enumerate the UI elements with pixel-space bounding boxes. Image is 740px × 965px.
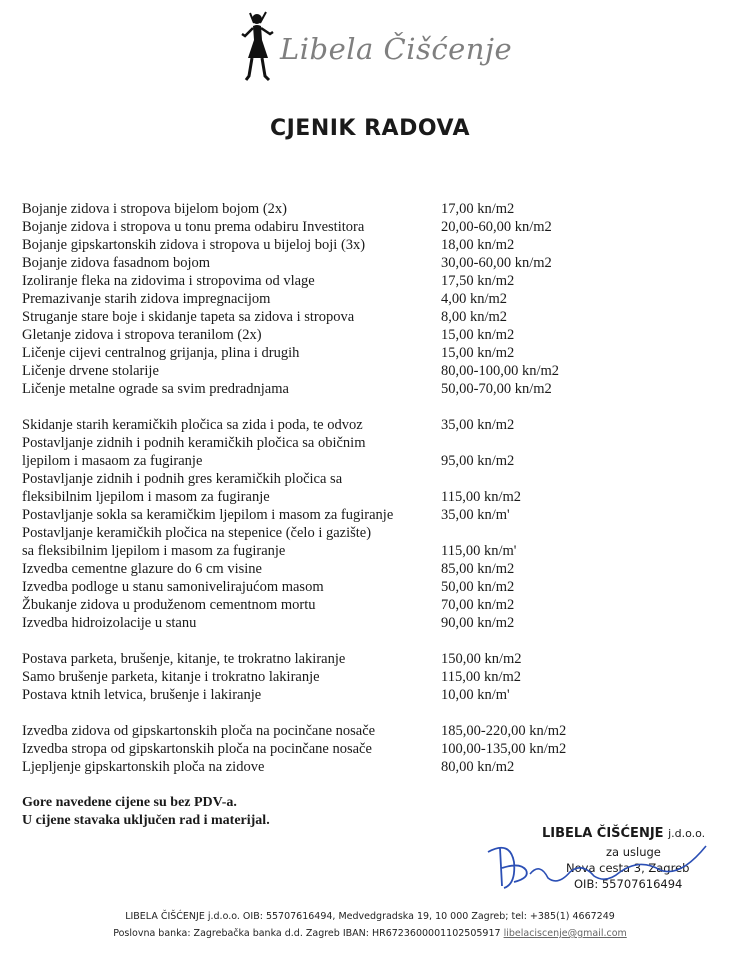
service-name: Postava parketa, brušenje, kitanje, te trokratno lakiranje [22, 651, 346, 667]
service-price: 18,00 kn/m2 [441, 237, 515, 253]
service-name: Bojanje gipskartonskih zidova i stropova u bijeloj boji (3x) [22, 237, 366, 253]
service-price: 4,00 kn/m2 [441, 291, 508, 307]
service-price: 115,00 kn/m2 [441, 489, 522, 505]
page-footer [0, 908, 740, 942]
price-row [22, 290, 722, 308]
service-price: 150,00 kn/m2 [441, 651, 522, 667]
service-price: 100,00-135,00 kn/m2 [441, 741, 567, 757]
service-price: 70,00 kn/m2 [441, 597, 515, 613]
service-price: 50,00 kn/m2 [441, 579, 515, 595]
service-name: Gletanje zidova i stropova teranilom (2x) [22, 327, 262, 343]
service-name: Premazivanje starih zidova impregnacijom [22, 291, 271, 307]
service-price: 20,00-60,00 kn/m2 [441, 219, 552, 235]
price-row [22, 650, 722, 668]
service-price: 85,00 kn/m2 [441, 561, 515, 577]
service-name: Postavljanje zidnih i podnih keramičkih pločica sa običnim [22, 435, 366, 451]
service-name: Bojanje zidova i stropova bijelom bojom (2x) [22, 201, 287, 217]
service-name: Izvedba stropa od gipskartonskih ploča na pocinčane nosače [22, 741, 372, 757]
footer-email-link[interactable]: libelaciscenje@gmail.com [503, 928, 627, 939]
service-name: Struganje stare boje i skidanje tapeta sa zidova i stropova [22, 309, 355, 325]
service-price: 30,00-60,00 kn/m2 [441, 255, 552, 271]
service-name: Žbukanje zidova u produženom cementnom mortu [22, 597, 316, 613]
service-name: Postavljanje sokla sa keramičkim ljepilom i masom za fugiranje [22, 507, 394, 523]
service-price: 35,00 kn/m' [441, 507, 510, 523]
footer-bank-info [0, 925, 740, 942]
stamp-line-services: za usluge [606, 845, 661, 859]
logo-text: Libela Čišćenje [280, 32, 513, 66]
note-included: U cijene stavaka uključen rad i materijal. [22, 813, 270, 828]
price-row [22, 272, 722, 290]
company-stamp [470, 822, 730, 902]
price-row [22, 416, 722, 434]
service-price: 50,00-70,00 kn/m2 [441, 381, 552, 397]
service-name: Izvedba zidova od gipskartonskih ploča na pocinčane nosače [22, 723, 376, 739]
service-name: Bojanje zidova i stropova u tonu prema odabiru Investitora [22, 219, 365, 235]
price-row [22, 506, 722, 524]
price-row [22, 596, 722, 614]
price-row [22, 380, 722, 398]
service-name: Postavljanje keramičkih pločica na stepenice (čelo i gazište) [22, 525, 372, 541]
service-name: fleksibilnim ljepilom i masom za fugiranje [22, 489, 270, 505]
page-title: CJENIK RADOVA [269, 116, 471, 141]
stamp-company-suffix: j.d.o.o. [668, 827, 706, 840]
price-row [22, 722, 722, 740]
service-name: Izvedba hidroizolacije u stanu [22, 615, 197, 631]
service-price: 115,00 kn/m2 [441, 669, 522, 685]
footer-company-info: LIBELA ČIŠĆENJE j.d.o.o. OIB: 55707616494, Medvedgradska 19, 10 000 Zagreb; tel: +385(1) 4667249 [125, 911, 615, 922]
price-row [22, 218, 722, 236]
price-group [22, 650, 722, 704]
service-name: Skidanje starih keramičkih pločica sa zida i poda, te odvoz [22, 417, 363, 433]
service-price: 185,00-220,00 kn/m2 [441, 723, 567, 739]
service-price: 17,50 kn/m2 [441, 273, 515, 289]
price-notes [22, 794, 270, 830]
stamp-line-address: Nova cesta 3, Zagreb [566, 861, 690, 875]
price-row [22, 740, 722, 758]
stamp-company-name: LIBELA ČIŠĆENJE [542, 826, 664, 841]
price-row [22, 344, 722, 362]
service-name: Bojanje zidova fasadnom bojom [22, 255, 211, 271]
service-price: 8,00 kn/m2 [441, 309, 508, 325]
service-name: Ličenje drvene stolarije [22, 363, 159, 379]
service-name: Ličenje cijevi centralnog grijanja, plina i drugih [22, 345, 300, 361]
service-price: 17,00 kn/m2 [441, 201, 515, 217]
cleaning-lady-icon [240, 10, 274, 90]
price-group [22, 200, 722, 398]
price-row [22, 686, 722, 704]
service-name: Samo brušenje parketa, kitanje i trokratno lakiranje [22, 669, 320, 685]
price-row [22, 578, 722, 596]
service-price: 35,00 kn/m2 [441, 417, 515, 433]
service-name: sa fleksibilnim ljepilom i masom za fugiranje [22, 543, 286, 559]
service-price: 15,00 kn/m2 [441, 345, 515, 361]
service-price: 90,00 kn/m2 [441, 615, 515, 631]
service-name: ljepilom i masaom za fugiranje [22, 453, 203, 469]
service-name: Postava ktnih letvica, brušenje i lakiranje [22, 687, 262, 703]
price-row [22, 362, 722, 380]
company-logo [240, 10, 513, 90]
service-name: Ljepljenje gipskartonskih ploča na zidove [22, 759, 265, 775]
price-row [22, 758, 722, 776]
price-row [22, 524, 722, 560]
service-price: 115,00 kn/m' [441, 543, 517, 559]
service-name: Izvedba podloge u stanu samonivelirajućom masom [22, 579, 324, 595]
note-vat: Gore navedene cijene su bez PDV-a. [22, 795, 237, 810]
service-name: Izvedba cementne glazure do 6 cm visine [22, 561, 262, 577]
service-name: Postavljanje zidnih i podnih gres keramičkih pločica sa [22, 471, 343, 487]
price-group [22, 722, 722, 776]
price-row [22, 308, 722, 326]
price-row [22, 560, 722, 578]
service-name: Ličenje metalne ograde sa svim predradnjama [22, 381, 289, 397]
service-price: 95,00 kn/m2 [441, 453, 515, 469]
price-row [22, 200, 722, 218]
price-list [22, 200, 722, 794]
price-row [22, 236, 722, 254]
price-row [22, 470, 722, 506]
price-row [22, 434, 722, 470]
service-name: Izoliranje fleka na zidovima i stropovima od vlage [22, 273, 315, 289]
service-price: 10,00 kn/m' [441, 687, 510, 703]
footer-bank-text: Poslovna banka: Zagrebačka banka d.d. Zagreb IBAN: HR6723600001102505917 [113, 928, 504, 939]
stamp-line-oib: OIB: 55707616494 [574, 877, 683, 891]
price-group [22, 416, 722, 632]
service-price: 80,00-100,00 kn/m2 [441, 363, 560, 379]
price-row [22, 668, 722, 686]
price-row [22, 614, 722, 632]
service-price: 80,00 kn/m2 [441, 759, 515, 775]
signature-image [470, 822, 730, 902]
price-row [22, 326, 722, 344]
price-row [22, 254, 722, 272]
service-price: 15,00 kn/m2 [441, 327, 515, 343]
